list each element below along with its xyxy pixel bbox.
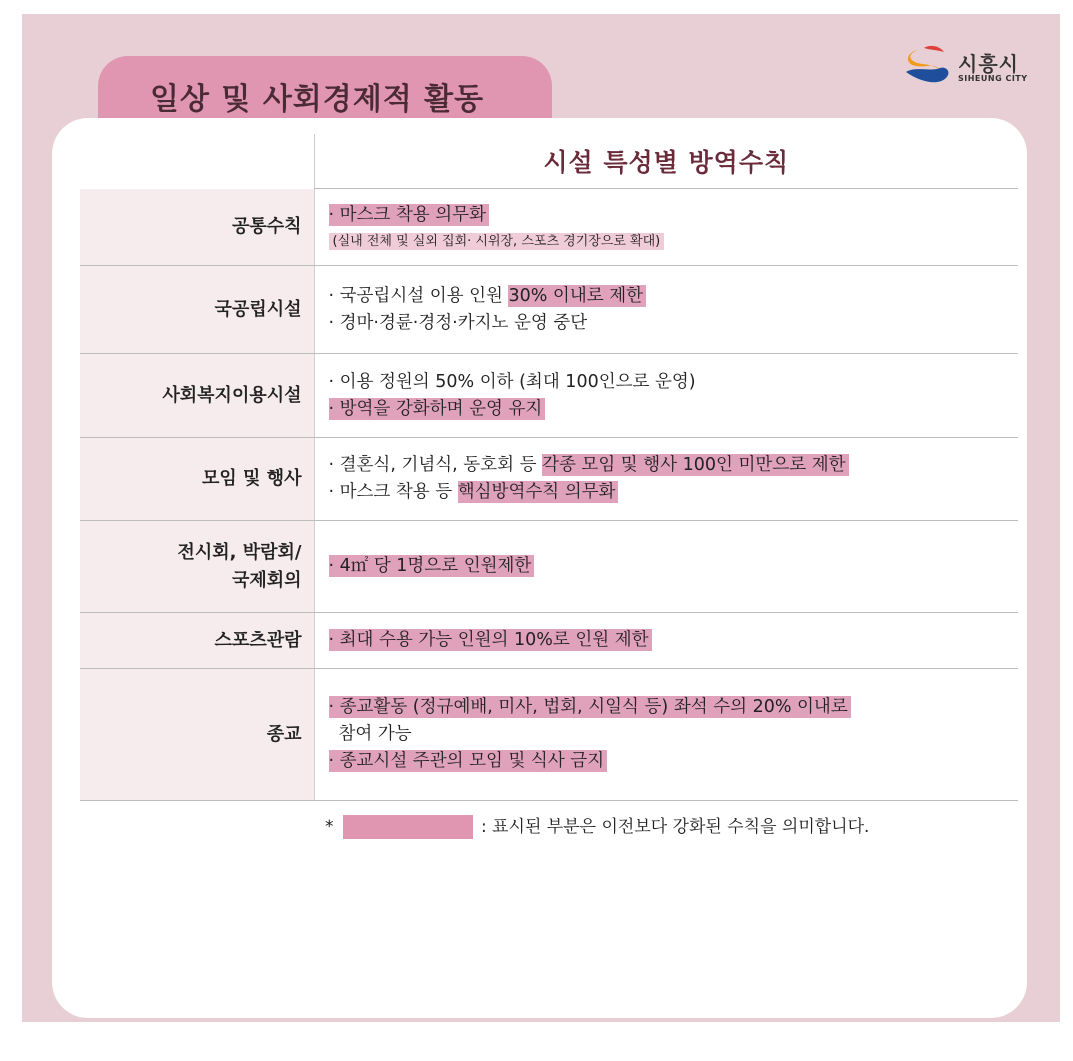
highlighted-text: · 종교활동 (정규예배, 미사, 법회, 시일식 등) 좌석 수의 20% 이내로 [329,696,851,718]
row-description [314,354,1018,438]
note-text: : 표시된 부분은 이전보다 강화된 수칙을 의미합니다. [481,817,870,837]
row-category: 스포츠관람 [80,613,314,669]
row-description [314,266,1018,354]
highlighted-text: · 최대 수용 가능 인원의 10%로 인원 제한 [329,629,652,651]
highlighted-subtext: (실내 전체 및 실외 집회· 시위장, 스포츠 경기장으로 확대) [329,233,665,250]
highlighted-text: 30% 이내로 제한 [508,285,646,307]
row-category: 국공립시설 [80,266,314,354]
rule-line [329,553,1019,580]
rule-line [329,202,1019,229]
rule-line: · 마스크 착용 등 핵심방역수칙 의무화 [329,479,1019,506]
table-row [80,266,1018,354]
highlighted-text: · 마스크 착용 의무화 [329,204,490,226]
row-category: 공통수칙 [80,189,314,266]
row-category: 종교 [80,669,314,801]
table-row [80,613,1018,669]
legend-note [325,812,869,839]
rule-line: · 경마·경륜·경정·카지노 운영 중단 [328,312,588,333]
table-row [80,354,1018,438]
quarantine-rules-table [80,134,1018,801]
table-row [80,438,1018,521]
highlighted-text: 각종 모임 및 행사 100인 미만으로 제한 [542,454,848,476]
highlight-swatch [343,815,473,839]
table-header-blank [80,134,314,189]
row-description [314,438,1018,521]
rule-line: 참여 가능 [338,724,412,744]
note-asterisk: * [325,817,334,837]
rule-line [329,627,1019,654]
row-description [314,613,1018,669]
rule-line: · 결혼식, 기념식, 동호회 등 각종 모임 및 행사 100인 미만으로 제한 [329,452,1019,479]
highlighted-text: · 방역을 강화하며 운영 유지 [329,398,546,420]
row-category: 사회복지이용시설 [80,354,314,438]
row-description [314,521,1018,613]
rule-line: · 국공립시설 이용 인원 30% 이내로 제한 [329,283,1019,310]
rule-subline [329,229,1019,253]
page-title: 일상 및 사회경제적 활동 [150,82,485,117]
logo-name: 시흥시 [958,52,1019,76]
row-category: 모임 및 행사 [80,438,314,521]
rule-line [329,748,1019,775]
row-description [314,669,1018,801]
row-category: 전시회, 박람회/ 국제회의 [80,521,314,613]
highlighted-text: 핵심방역수칙 의무화 [458,481,619,503]
rule-line: · 이용 정원의 50% 이하 (최대 100인으로 운영) [328,371,696,392]
highlighted-text: · 4㎡ 당 1명으로 인원제한 [329,555,535,577]
table-row [80,521,1018,613]
table-row [80,189,1018,266]
table-title: 시설 특성별 방역수칙 [314,134,1018,189]
rule-line [329,694,1019,721]
logo-subtitle: SIHEUNG CITY [958,74,1028,83]
row-description [314,189,1018,266]
rule-line [329,396,1019,423]
table-header-row [80,134,1018,189]
table-row [80,669,1018,801]
highlighted-text: · 종교시설 주관의 모임 및 식사 금지 [329,750,608,772]
